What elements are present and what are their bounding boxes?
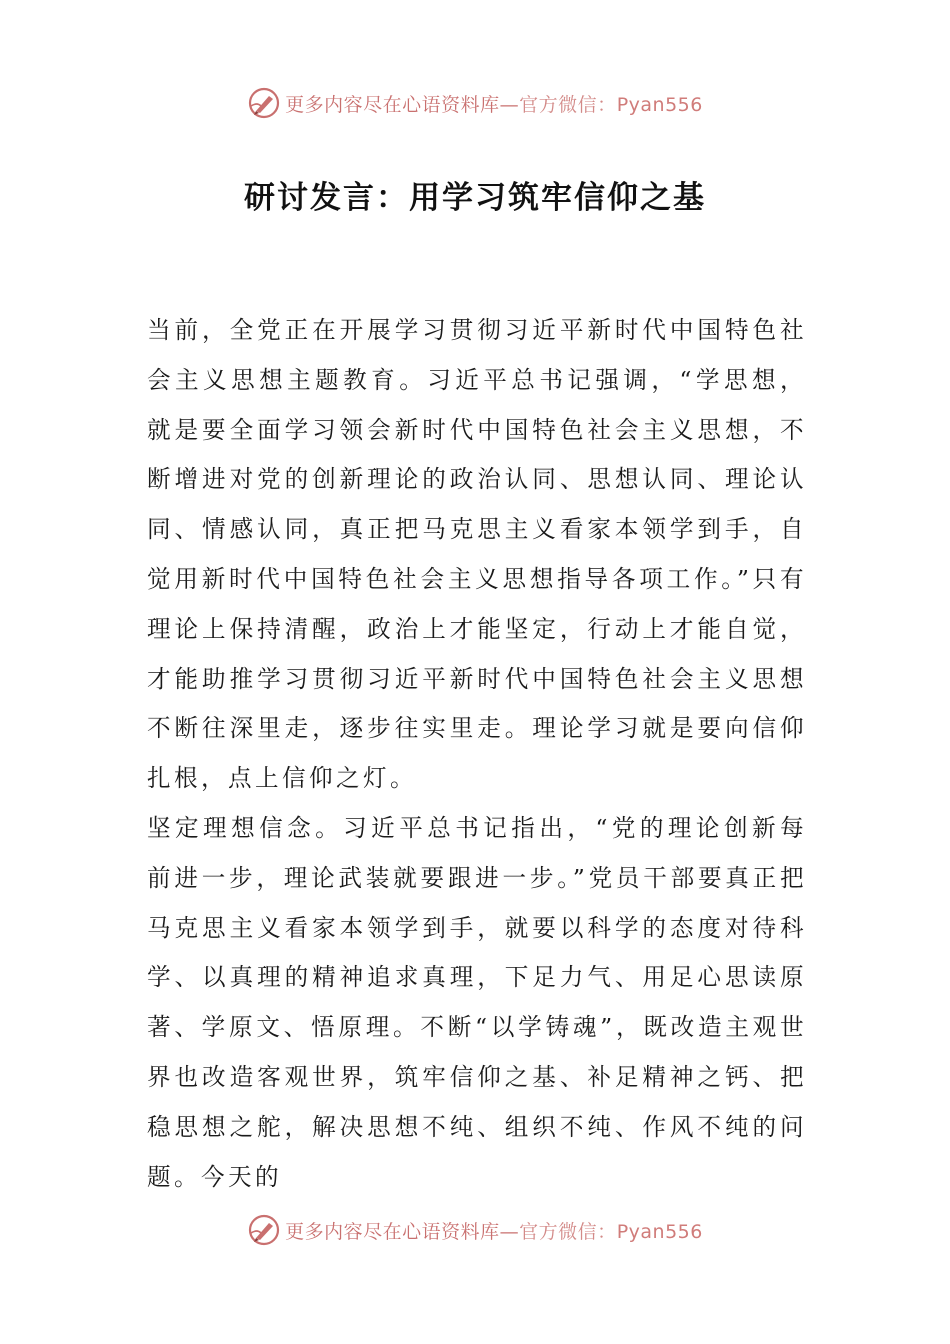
document-title: 研讨发言：用学习筑牢信仰之基 bbox=[244, 180, 706, 216]
watermark-separator: — bbox=[499, 93, 520, 116]
watermark-wechat-label: 官方微信： bbox=[519, 1220, 617, 1243]
pen-logo-icon bbox=[247, 86, 281, 120]
watermark-wechat-label: 官方微信： bbox=[519, 93, 617, 116]
watermark-text bbox=[285, 90, 703, 117]
watermark-site-text: 更多内容尽在心语资料库 bbox=[285, 1220, 500, 1243]
watermark-wechat-id: Pyan556 bbox=[616, 93, 703, 116]
paragraph-1: 当前，全党正在开展学习贯彻习近平新时代中国特色社会主义思想主题教育。习近平总书记强调，“学思想，就是要全面学习领会新时代中国特色社会主义思想，不断增进对党的创新理论的政治认同、思想认同、理论认同、情感认同，真正把马克思主义看家本领学到手，自觉用新时代中国特色社会主义思想指导各项工作。”只有理论上保持清醒，政治上才能坚定，行动上才能自觉，才能助推学习贯彻习近平新时代中国特色社会主义思想不断往深里走，逐步往实里走。理论学习就是要向信仰扎根，点上信仰之灯。 bbox=[147, 316, 807, 793]
pen-logo-icon bbox=[247, 1213, 281, 1247]
watermark-site-text: 更多内容尽在心语资料库 bbox=[285, 93, 500, 116]
header-watermark bbox=[0, 83, 950, 123]
footer-watermark bbox=[0, 1210, 950, 1250]
watermark-wechat-id: Pyan556 bbox=[616, 1220, 703, 1243]
paragraph-2: 坚定理想信念。习近平总书记指出，“党的理论创新每前进一步，理论武装就要跟进一步。”党员干部要真正把马克思主义看家本领学到手，就要以科学的态度对待科学、以真理的精神追求真理，下足力气、用足心思读原著、学原文、悟原理。不断“以学铸魂”，既改造主观世界也改造客观世界，筑牢信仰之基、补足精神之钙、把稳思想之舵，解决思想不纯、组织不纯、作风不纯的问题。今天的 bbox=[147, 813, 807, 1191]
document-body bbox=[147, 306, 807, 1202]
watermark-separator: — bbox=[499, 1220, 520, 1243]
watermark-text bbox=[285, 1217, 703, 1244]
